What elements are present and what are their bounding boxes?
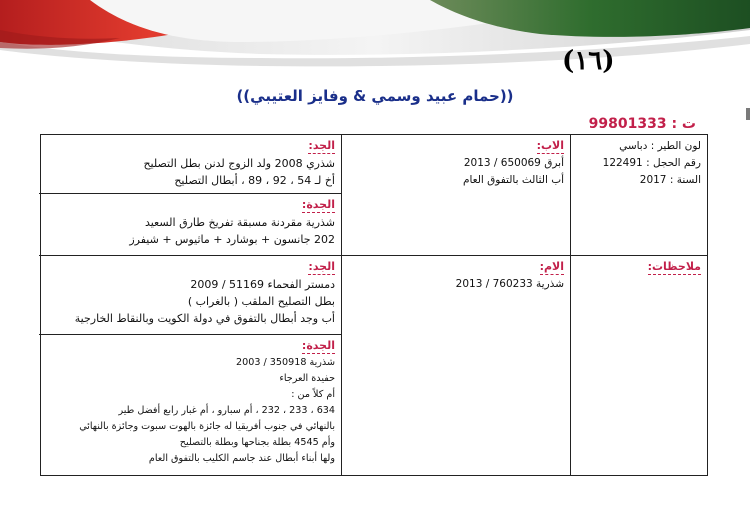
bird-ring: رقم الحجل : 122491 xyxy=(602,157,701,169)
grandmother-line: ولها أبناء أبطال عند جاسم الكليب بالتفوق العام xyxy=(148,453,335,464)
grandmother-line: حفيدة العرجاء xyxy=(279,373,335,384)
maternal-grandfather-cell xyxy=(39,256,341,334)
bird-info-column xyxy=(570,135,707,475)
grandparents-column xyxy=(39,135,341,475)
grandmother-label: الجدة : xyxy=(302,339,335,354)
father-cell xyxy=(342,135,570,255)
grandmother-line: وأم 4545 بطلة بجناحها وبطلة بالتصليح xyxy=(179,437,335,448)
grandmother-line: شذرية 350918 / 2003 xyxy=(236,357,335,368)
notes-label: ملاحظات : xyxy=(648,260,701,275)
maternal-grandmother-cell xyxy=(39,335,341,476)
page-number: (١٦) xyxy=(562,46,615,76)
grandmother-line: أم كلاً من : xyxy=(291,389,335,400)
page-title: ((حمام عبيد وسمي & وفايز العتيبي)) xyxy=(236,87,514,105)
pedigree-table xyxy=(40,134,708,476)
mother-line: شذرية 760233 / 2013 xyxy=(455,278,564,290)
grandfather-line: دمستر الفحماء 51169 / 2009 xyxy=(190,278,335,291)
mother-cell xyxy=(342,256,570,476)
grandfather-line: أب وجد أبطال بالتفوق في دولة الكويت وبالنقاط الخارجية xyxy=(74,312,335,325)
grandfather-label: الجد : xyxy=(308,139,335,154)
grandmother-line: 202 جانسون + بوشارد + ماثيوس + شيفرز xyxy=(129,233,335,246)
flag-banner xyxy=(0,0,750,80)
father-line: أبرق 650069 / 2013 xyxy=(463,157,564,169)
bird-year: السنة : 2017 xyxy=(639,174,701,186)
paternal-grandfather-cell xyxy=(39,135,341,193)
paternal-grandmother-cell xyxy=(39,194,341,255)
grandfather-line: شذري 2008 ولد الزوج لدنن بطل التصليح xyxy=(143,157,335,170)
parents-column xyxy=(341,135,570,475)
mother-label: الام : xyxy=(540,260,564,275)
phone-number: ت : 99801333 xyxy=(588,116,696,132)
bird-color: لون الطير : دباسي xyxy=(619,140,701,152)
edge-mark xyxy=(746,108,750,120)
grandfather-label: الجد : xyxy=(308,260,335,275)
grandmother-line: شذرية مقردنة مسبقة تفريخ طارق السعيد xyxy=(144,216,335,229)
bird-info-cell xyxy=(571,135,707,255)
father-line: أب الثالث بالتفوق العام xyxy=(462,174,564,186)
grandmother-label: الجدة : xyxy=(302,198,335,213)
grandmother-line: بالنهائي في جنوب أفريقيا له جائزة بالهوت سبوت وجائزة بالنهائي xyxy=(79,421,335,432)
grandmother-line: 634 ، 233 ، 232 ، أم سبارو ، أم غبار رابع أفضل طير xyxy=(118,405,335,416)
notes-cell xyxy=(571,256,707,476)
grandfather-line: بطل التصليح الملقب ( بالغراب ) xyxy=(187,295,335,308)
father-label: الاب : xyxy=(537,139,564,154)
grandfather-line: أخ لـ 54 ، 92 ، 89 ، أبطال التصليح xyxy=(174,174,335,187)
